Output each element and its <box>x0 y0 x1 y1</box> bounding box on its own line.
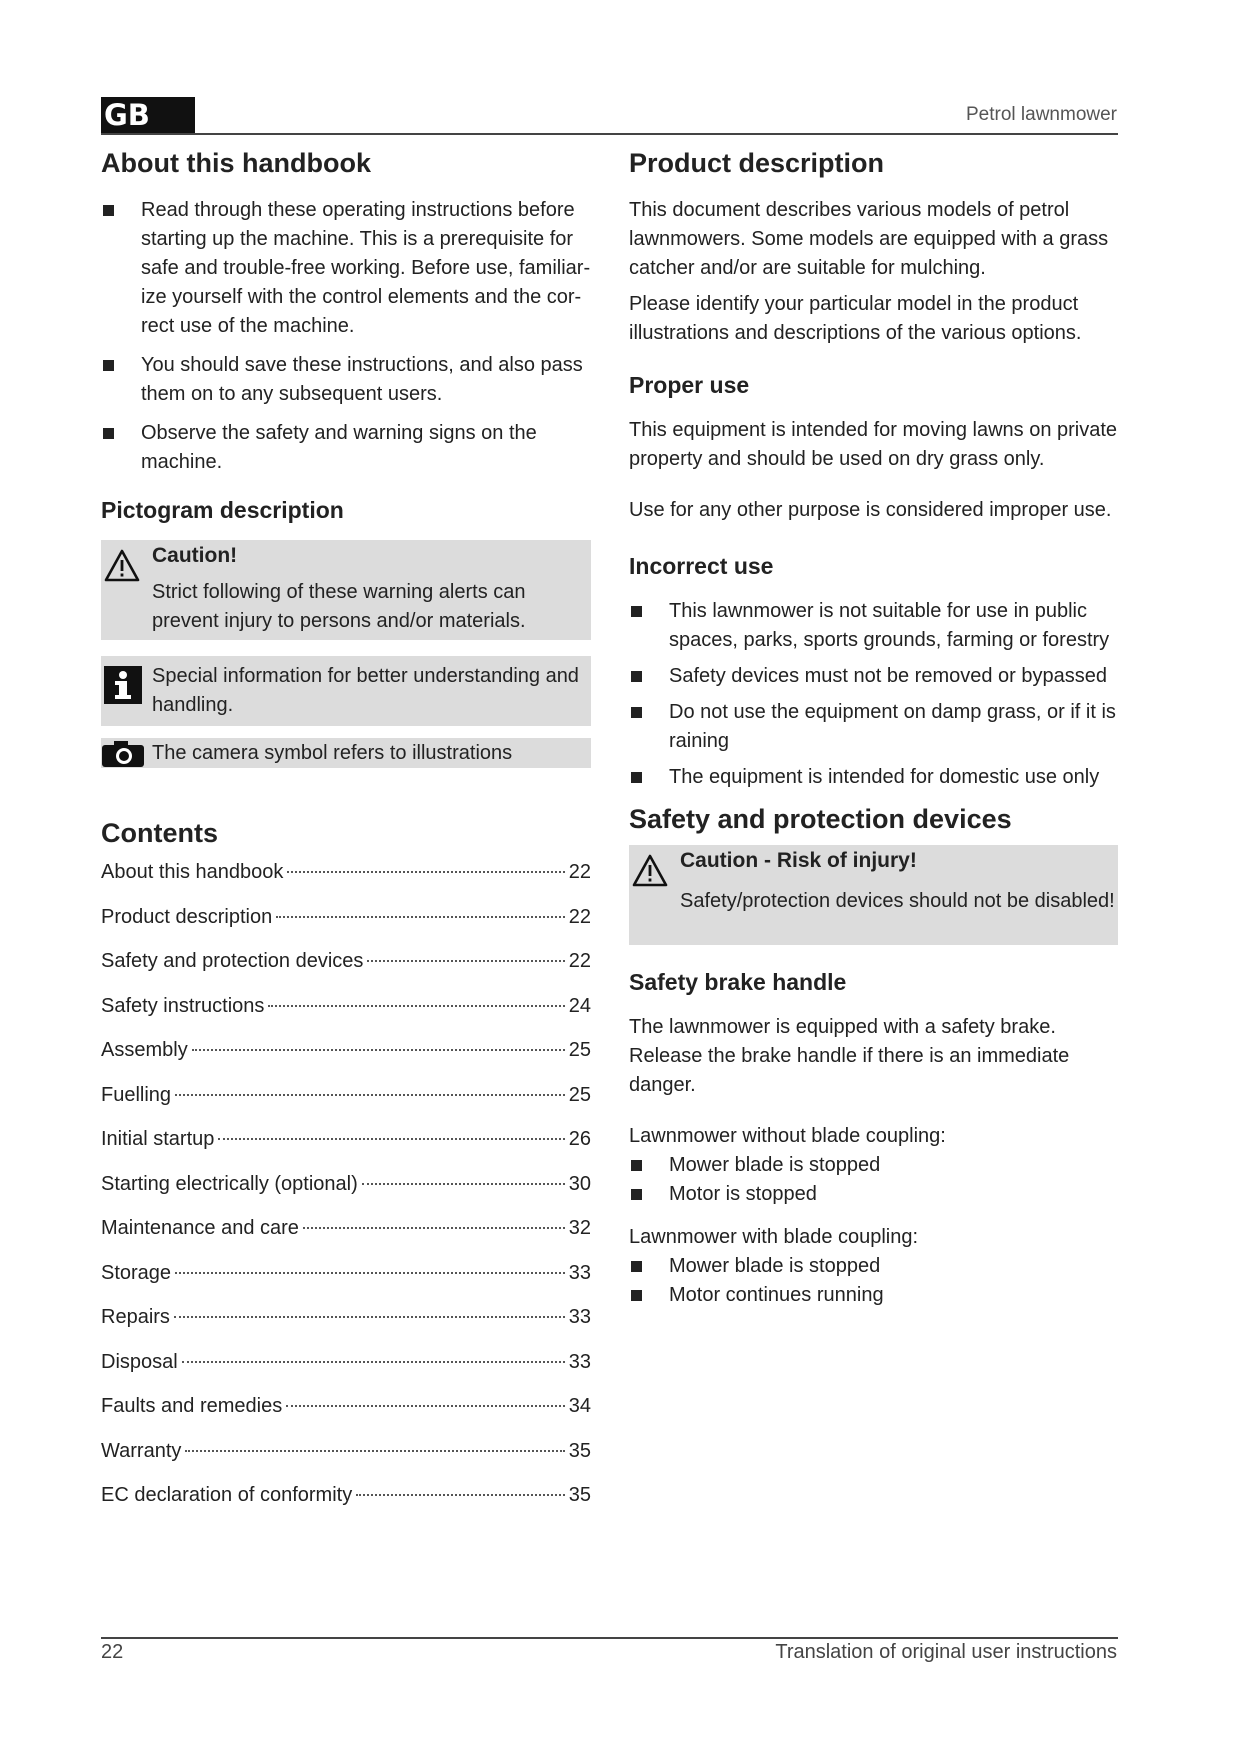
proper-use-paragraph-1: This equipment is intended for moving lawns on private property and should be used on dry grass only. <box>629 419 1118 470</box>
toc-label: Storage <box>101 1261 172 1284</box>
list-item: Mower blade is stopped <box>629 1151 1118 1180</box>
info-text: Special information for better understanding and handling. <box>152 665 579 716</box>
list-item: You should save these instructions, and also pass them on to any subsequent users. <box>101 351 591 409</box>
safety-title: Safety and protection devices <box>629 804 1012 834</box>
pictogram-title: Pictogram description <box>101 497 344 523</box>
toc-page-number: 25 <box>568 1083 591 1106</box>
incorrect-use-bullets <box>629 597 1118 792</box>
proper-use-title: Proper use <box>629 372 750 398</box>
toc-row[interactable] <box>101 857 591 902</box>
list-item: Do not use the equipment on damp grass, or if it is raining <box>629 698 1118 756</box>
warning-triangle-icon <box>104 549 140 582</box>
toc-label: Repairs <box>101 1306 170 1328</box>
info-icon <box>104 666 142 704</box>
product-title: Product description <box>629 148 885 178</box>
toc-page-number: 26 <box>568 1128 591 1150</box>
toc-row[interactable] <box>101 1258 591 1303</box>
toc-label: Warranty <box>101 1439 182 1462</box>
product-paragraph-1: This document describes various models of petrol lawnmowers. Some models are equipped with a grass catcher and/or are suitable for mulching. <box>629 199 1109 279</box>
toc-page-number: 34 <box>568 1395 591 1417</box>
info-box <box>101 656 591 726</box>
warning-triangle-icon <box>632 854 668 887</box>
toc-label: Product description <box>101 905 273 928</box>
toc-row[interactable] <box>101 1302 591 1347</box>
right-column <box>629 148 1118 1310</box>
toc-page-number: 33 <box>568 1350 591 1373</box>
caution-text: Strict following of these warning alerts can prevent injury to persons and/or materials. <box>152 581 526 632</box>
toc-label: Faults and remedies <box>101 1395 283 1417</box>
toc-leader-dots <box>185 1450 564 1452</box>
toc-page-number: 33 <box>568 1306 591 1328</box>
toc-leader-dots <box>276 916 565 918</box>
safety-caution-text: Safety/protection devices should not be disabled! <box>680 890 1115 912</box>
toc-leader-dots <box>175 1272 565 1274</box>
proper-use-paragraph-2: Use for any other purpose is considered improper use. <box>629 499 1112 521</box>
toc-leader-dots <box>303 1227 565 1229</box>
about-bullets <box>101 196 591 477</box>
toc-page-number: 35 <box>568 1439 591 1462</box>
toc-page-number: 32 <box>568 1217 591 1239</box>
toc-label: Assembly <box>101 1039 188 1061</box>
header-title: Petrol lawnmower <box>966 104 1117 125</box>
list-item: Observe the safety and warning signs on the machine. <box>101 419 591 477</box>
footer-rule <box>101 1637 1118 1639</box>
toc-page-number: 22 <box>568 905 591 928</box>
brake-paragraph: The lawnmower is equipped with a safety brake. Release the brake handle if there is an immediate danger. <box>629 1016 1070 1096</box>
footer-text: Translation of original user instructions <box>775 1641 1117 1663</box>
toc-label: Maintenance and care <box>101 1217 299 1239</box>
brake-title: Safety brake handle <box>629 969 847 995</box>
toc-leader-dots <box>287 871 564 873</box>
list-item: This lawnmower is not suitable for use in public spaces, parks, sports grounds, farming or forestry <box>629 597 1118 655</box>
toc-leader-dots <box>268 1005 564 1007</box>
toc-row[interactable] <box>101 902 591 947</box>
toc-row[interactable] <box>101 1391 591 1436</box>
safety-caution-title: Caution - Risk of injury! <box>680 849 917 872</box>
left-column <box>101 148 591 1525</box>
with-coupling-list <box>629 1252 1118 1310</box>
toc-leader-dots <box>362 1183 565 1185</box>
list-item: Read through these operating instructions before starting up the machine. This is a prerequisite for safe and trouble-free working. Before use, familiar-ize yourself with the control elements and the cor-rect use of the machine. <box>101 196 591 341</box>
header-rule <box>101 133 1118 135</box>
toc-row[interactable] <box>101 1035 591 1080</box>
incorrect-use-title: Incorrect use <box>629 553 774 579</box>
list-item: The equipment is intended for domestic use only <box>629 763 1118 792</box>
toc-row[interactable] <box>101 1347 591 1392</box>
camera-box <box>101 738 591 768</box>
toc-page-number: 33 <box>568 1261 591 1284</box>
toc-label: Starting electrically (optional) <box>101 1172 358 1195</box>
toc-leader-dots <box>218 1138 564 1140</box>
toc-page-number: 22 <box>568 950 591 972</box>
toc-leader-dots <box>175 1094 565 1096</box>
camera-icon <box>102 741 144 767</box>
toc-leader-dots <box>174 1316 565 1318</box>
toc-row[interactable] <box>101 1436 591 1481</box>
toc-label: Fuelling <box>101 1083 172 1106</box>
toc-label: Disposal <box>101 1350 178 1373</box>
toc-page-number: 35 <box>568 1484 591 1506</box>
list-item: Safety devices must not be removed or bypassed <box>629 662 1118 691</box>
toc-label: Safety and protection devices <box>101 950 364 972</box>
toc-row[interactable] <box>101 1169 591 1214</box>
product-paragraph-2: Please identify your particular model in the product illustrations and descriptions of the various options. <box>629 293 1082 344</box>
without-coupling-list <box>629 1151 1118 1209</box>
toc-page-number: 30 <box>568 1172 591 1195</box>
toc-row[interactable] <box>101 1480 591 1525</box>
toc-page-number: 22 <box>568 861 591 883</box>
toc-label: About this handbook <box>101 861 284 883</box>
toc-leader-dots <box>356 1494 565 1496</box>
toc-row[interactable] <box>101 946 591 991</box>
toc-leader-dots <box>286 1405 565 1407</box>
toc-row[interactable] <box>101 1213 591 1258</box>
toc-page-number: 24 <box>568 994 591 1017</box>
caution-title: Caution! <box>152 544 238 567</box>
toc-label: EC declaration of conformity <box>101 1484 353 1506</box>
without-coupling-label: Lawnmower without blade coupling: <box>629 1125 946 1147</box>
page-number: 22 <box>101 1641 124 1663</box>
toc-leader-dots <box>182 1361 565 1363</box>
list-item: Mower blade is stopped <box>629 1252 1118 1281</box>
toc-row[interactable] <box>101 1124 591 1169</box>
with-coupling-label: Lawnmower with blade coupling: <box>629 1226 919 1248</box>
camera-text: The camera symbol refers to illustrations <box>152 742 513 764</box>
caution-box <box>101 540 591 640</box>
toc-label: Safety instructions <box>101 994 265 1017</box>
safety-caution-box <box>629 845 1118 945</box>
toc-label: Initial startup <box>101 1128 215 1150</box>
toc-row[interactable] <box>101 1080 591 1125</box>
toc-page-number: 25 <box>568 1039 591 1061</box>
table-of-contents <box>101 857 591 1525</box>
toc-row[interactable] <box>101 991 591 1036</box>
list-item: Motor continues running <box>629 1281 1118 1310</box>
list-item: Motor is stopped <box>629 1180 1118 1209</box>
contents-title: Contents <box>101 818 218 848</box>
toc-leader-dots <box>367 960 564 962</box>
about-title: About this handbook <box>101 148 371 178</box>
toc-leader-dots <box>192 1049 565 1051</box>
language-badge: GB <box>101 97 195 133</box>
